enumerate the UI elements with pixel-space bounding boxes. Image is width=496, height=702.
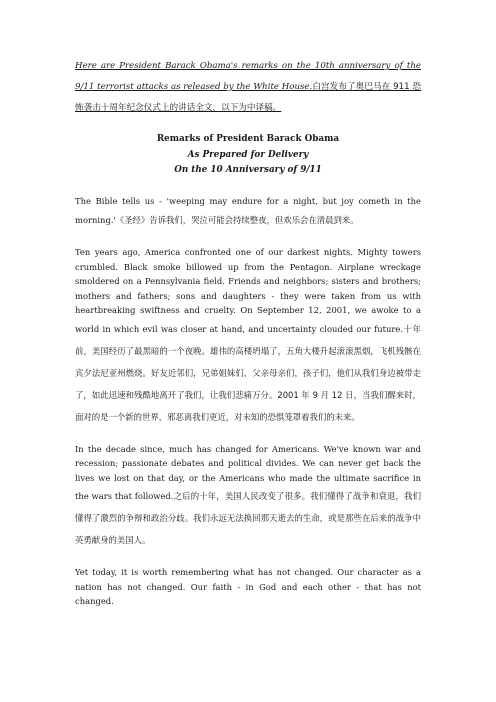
paragraph-english: Yet today, it is worth remembering what has not changed. Our character as a nation has not changed. Our faith - in God and each other - that has not changed. [75, 567, 421, 606]
intro-english: Here are President Barack Obama's remarks on the 10th anniversary of the 9/11 terrorist attacks as released by the White House. [75, 61, 421, 92]
intro-chinese: 白宫发布了奥巴马在 911 恐怖袭击十周年纪念仪式上的讲话全文，以下为中译稿。 [75, 82, 421, 113]
paragraph-english: Ten years ago, America confronted one of our darkest nights. Mighty towers crumbled. Black smoke billowed up from the Pentagon. Airplane wreckage smoldered on a Pennsylvania field. Friends and neighbors; sisters and brothers; mothers and fathers; sons and daughters - they were taken from us with heartbreaking swiftness and cruelty. On September 12, 2001, we awoke to a world in which evil was closer at hand, and uncertainty clouded our future. [75, 247, 421, 334]
document-subtitle-delivery: As Prepared for Delivery [187, 149, 309, 160]
paragraph-chinese: 十年前，美国经历了最黑暗的一个夜晚。雄伟的高楼坍塌了，五角大楼升起滚滚黑烟，飞机残骸在宾夕法尼亚州燃烧。好友近邻们，兄弟姐妹们，父亲母亲们，孩子们，他们从我们身边被带走了，如此迅速和残酷地离开了我们，让我们悲痛万分。2001 年 9 月 12 日，当我们醒来时，面对的是一个新的世界，邪恶离我们更近，对未知的恐惧笼罩着我们的未来。 [75, 323, 422, 422]
document-title: Remarks of President Barack Obama [156, 134, 340, 144]
paragraph-english: In the decade since, much has changed for Americans. We've known war and recession; passionate debates and political divides. We can never get back the lives we lost on that day, or the Americans who made the ultimate sacrifice in the wars that followed. [75, 443, 421, 501]
paragraph-chinese: 之后的十年，美国人民改变了很多。我们懂得了战争和衰退，我们懂得了激烈的争辩和政治分歧。我们永远无法换回那天逝去的生命，或是那些在后来的战争中英勇献身的美国人。 [75, 491, 422, 545]
intro-paragraph [75, 56, 421, 119]
paragraph-bible [75, 193, 421, 232]
document-subtitle-anniversary: On the 10 Anniversary of 9/11 [174, 165, 322, 175]
paragraph-ten-years-ago [75, 245, 421, 428]
document-page [75, 56, 421, 623]
paragraph-not-changed [75, 565, 421, 609]
paragraph-english: The Bible tells us - 'weeping may endure for a night, but joy cometh in the morning.' [75, 195, 421, 225]
paragraph-decade-since [75, 442, 421, 552]
paragraph-chinese: 《圣经》告诉我们，哭泣可能会持续整夜，但欢乐会在清晨到来。 [115, 215, 359, 225]
heading-block [75, 132, 421, 179]
